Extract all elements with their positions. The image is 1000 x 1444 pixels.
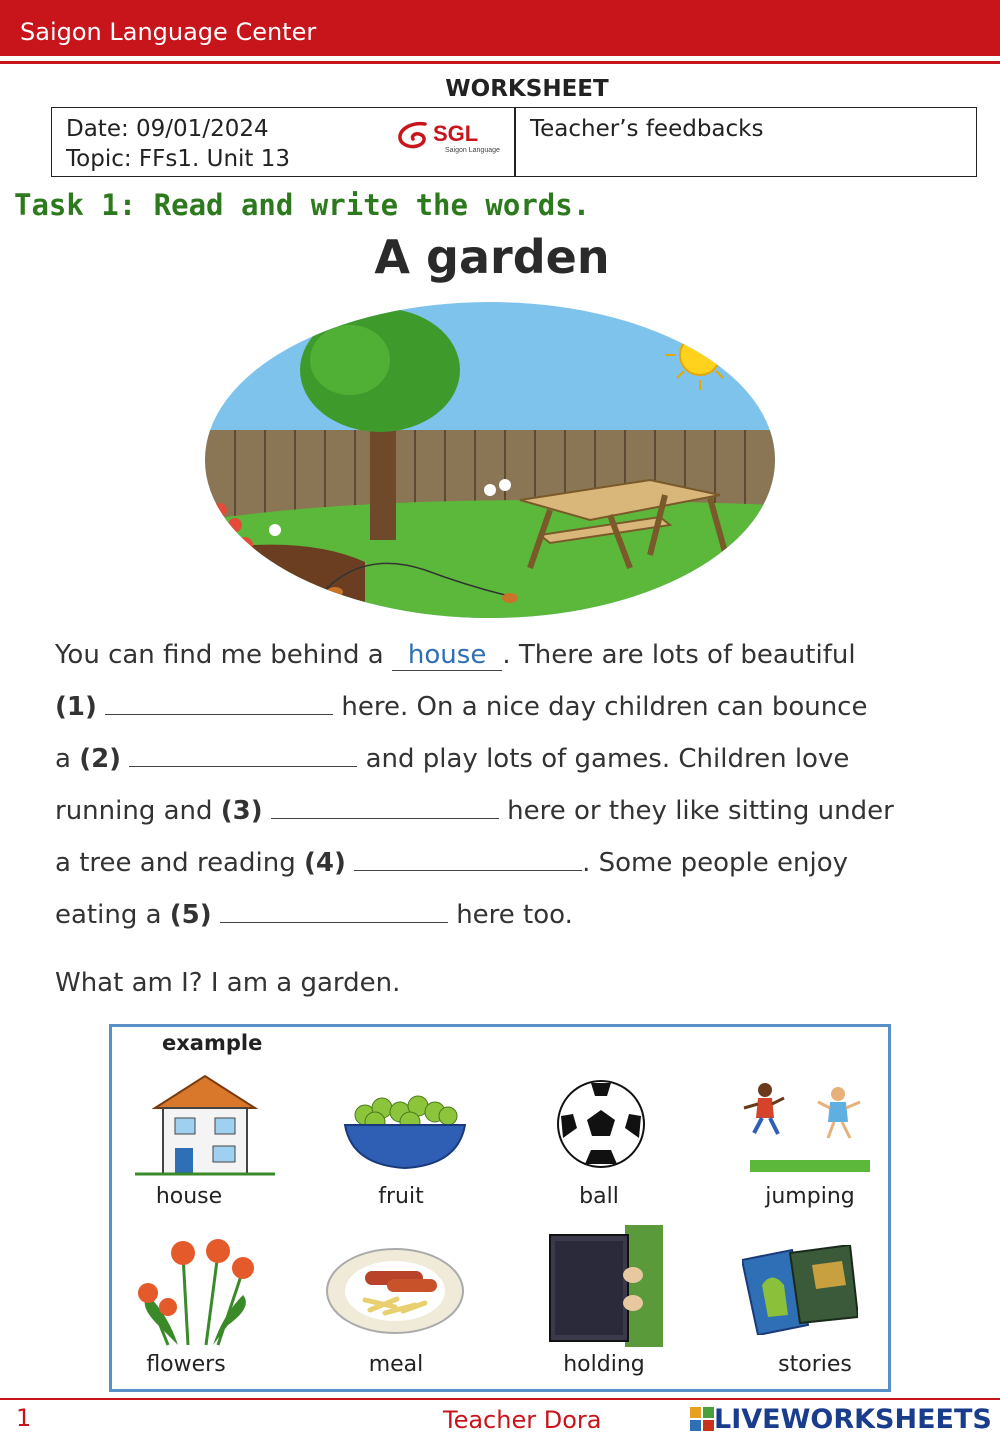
passage-text: . Some people enjoy — [582, 848, 849, 878]
school-name: Saigon Language Center — [20, 18, 317, 46]
passage-text: eating a — [55, 900, 162, 930]
passage-text: You can find me behind a — [55, 640, 384, 670]
ball-icon — [555, 1078, 647, 1170]
blank-number: (2) — [79, 744, 122, 774]
answer-blank-3[interactable] — [271, 796, 499, 819]
footer-rule — [0, 1398, 1000, 1400]
passage-line-2 — [55, 692, 867, 722]
passage-text: here too. — [456, 900, 573, 930]
word-label: house — [155, 1184, 223, 1209]
passage-text: here. On a nice day children can bounce — [341, 692, 868, 722]
page-number: 1 — [16, 1404, 32, 1432]
answer-blank-5[interactable] — [220, 900, 448, 923]
flowers-icon — [128, 1235, 258, 1347]
passage-text: a tree and reading — [55, 848, 296, 878]
svg-text:SGL: SGL — [433, 121, 479, 146]
passage-line-1 — [55, 640, 856, 671]
passage-text: . There are lots of beautiful — [502, 640, 856, 670]
blank-number: (5) — [169, 900, 212, 930]
passage-text: and play lots of games. Children love — [365, 744, 850, 774]
sgl-logo — [395, 116, 510, 156]
info-table — [51, 107, 977, 177]
passage-line-3 — [55, 744, 849, 774]
passage-line-6 — [55, 900, 573, 930]
answer-blank-1[interactable] — [105, 692, 333, 715]
passage-line-4 — [55, 796, 894, 826]
meal-icon — [325, 1245, 465, 1335]
passage-text: a — [55, 744, 71, 774]
house-icon — [135, 1068, 275, 1178]
garden-illustration — [205, 300, 775, 620]
passage-text: here or they like sitting under — [507, 796, 894, 826]
blank-number: (3) — [220, 796, 263, 826]
passage-text: running and — [55, 796, 213, 826]
word-label: meal — [368, 1352, 424, 1377]
blank-number: (4) — [303, 848, 346, 878]
table-divider — [514, 108, 516, 176]
word-label: stories — [778, 1352, 852, 1377]
storybooks-icon — [742, 1245, 858, 1335]
passage-title: A garden — [374, 230, 610, 284]
liveworksheets-grid-icon — [690, 1407, 714, 1431]
teacher-name: Teacher Dora — [443, 1406, 602, 1434]
word-label: ball — [579, 1184, 619, 1209]
fruit-bowl-icon — [340, 1080, 470, 1170]
word-label: fruit — [378, 1184, 424, 1209]
task-heading: Task 1: Read and write the words. — [14, 188, 591, 222]
header-rule — [0, 61, 1000, 64]
example-answer: house — [392, 640, 502, 671]
worksheet-title: WORKSHEET — [445, 76, 609, 102]
answer-blank-4[interactable] — [354, 848, 582, 871]
top-banner — [0, 0, 1000, 56]
answer-blank-2[interactable] — [129, 744, 357, 767]
jumping-children-icon — [740, 1078, 870, 1174]
example-label: example — [162, 1031, 263, 1055]
liveworksheets-text: LIVEWORKSHEETS — [714, 1404, 992, 1435]
passage-line-5 — [55, 848, 848, 878]
riddle-question: What am I? I am a garden. — [55, 968, 401, 998]
holding-book-icon — [545, 1225, 663, 1347]
svg-text:Saigon Language: Saigon Language — [445, 147, 500, 154]
topic-label: Topic: FFs1. Unit 13 — [66, 146, 291, 172]
word-label: flowers — [146, 1352, 226, 1377]
liveworksheets-logo — [690, 1404, 992, 1435]
word-label: jumping — [765, 1184, 855, 1209]
teacher-feedback-label: Teacher’s feedbacks — [530, 116, 764, 142]
word-label: holding — [563, 1352, 645, 1377]
date-label: Date: 09/01/2024 — [66, 116, 269, 142]
blank-number: (1) — [55, 692, 97, 722]
